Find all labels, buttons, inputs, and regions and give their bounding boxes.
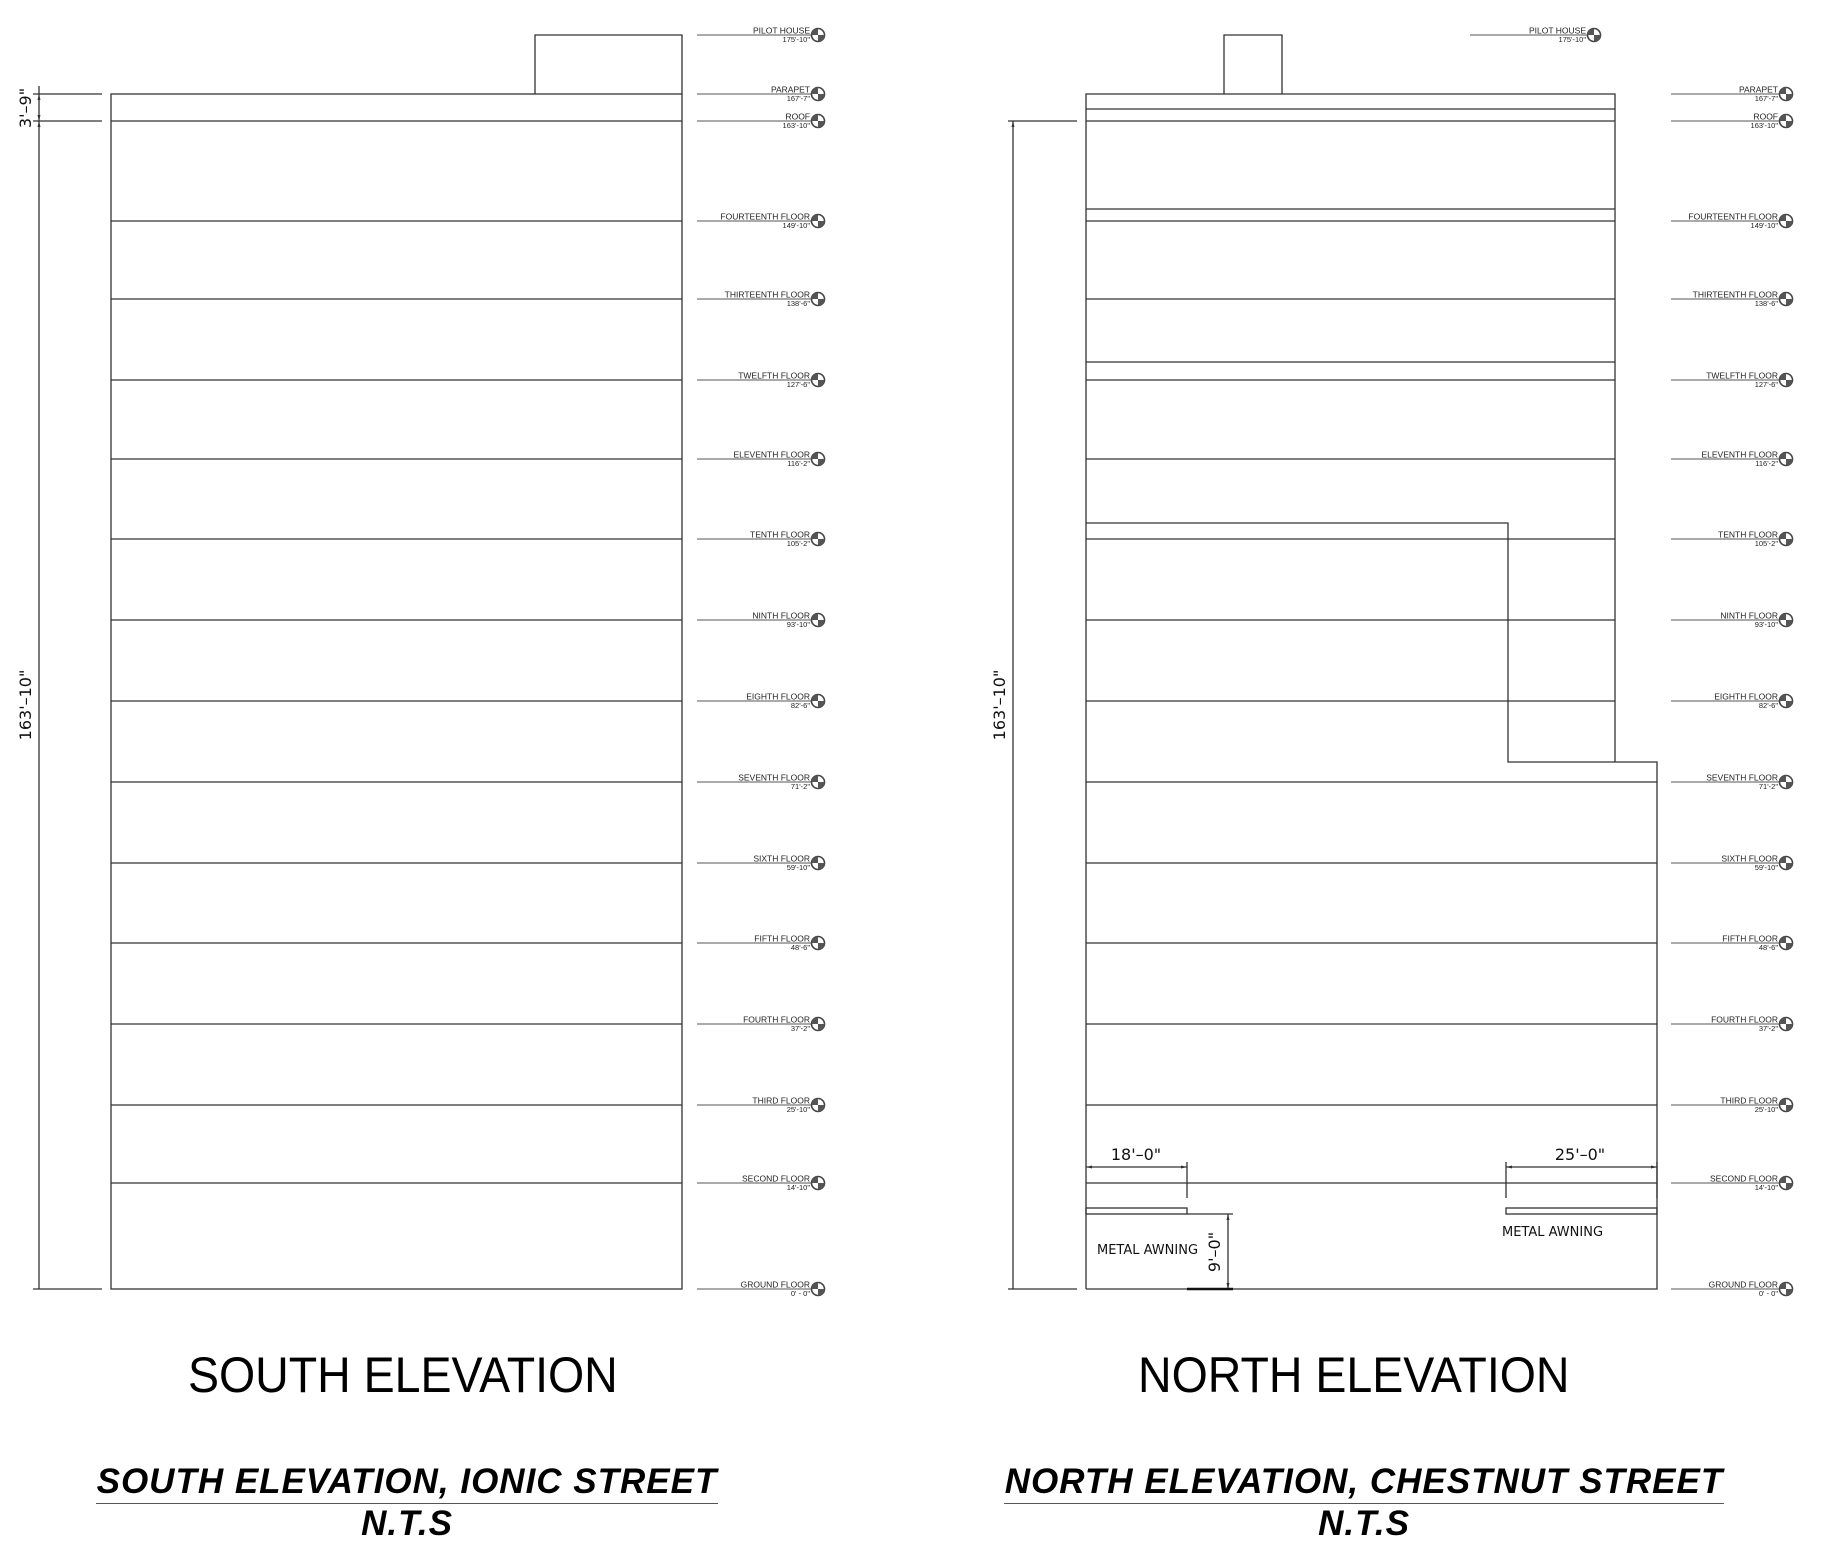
level-marker: [1671, 692, 1793, 711]
level-name: NINTH FLOOR: [752, 610, 810, 621]
level-marker: [697, 611, 825, 630]
level-elevation: 82'-6": [790, 701, 810, 710]
south-overall-dim-label: 163'–10": [16, 669, 35, 741]
level-marker: [1671, 773, 1793, 792]
level-name: SECOND FLOOR: [741, 1173, 810, 1184]
north-left-awning: [1086, 1145, 1233, 1289]
level-marker: [697, 290, 825, 309]
north-setback-outline: [1086, 523, 1615, 762]
north-scale-note: N.T.S: [1318, 1504, 1410, 1543]
south-scale-note: N.T.S: [361, 1504, 453, 1543]
level-name: THIRD FLOOR: [752, 1095, 810, 1106]
left-awning-width-label: 18'–0": [1110, 1145, 1162, 1164]
level-marker: [697, 212, 825, 231]
level-name: ELEVENTH FLOOR: [733, 449, 810, 460]
level-elevation: 71'-2": [1758, 782, 1778, 791]
level-marker: [697, 1096, 825, 1115]
level-elevation: 116'-2": [787, 459, 810, 468]
level-marker: [1671, 934, 1793, 953]
level-name: TENTH FLOOR: [1718, 529, 1778, 540]
north-right-awning: [1502, 1145, 1657, 1240]
level-marker: [697, 854, 825, 873]
level-elevation: 71'-2": [790, 782, 810, 791]
level-marker: [697, 371, 825, 390]
level-elevation: 0' - 0": [1758, 1289, 1778, 1298]
south-level-markers: [697, 26, 825, 1299]
level-name: FOURTH FLOOR: [1711, 1014, 1778, 1025]
level-elevation: 138'-6": [786, 299, 810, 308]
level-name: EIGHTH FLOOR: [1714, 691, 1778, 702]
level-name: ROOF: [1753, 111, 1778, 122]
level-marker: [1671, 1096, 1793, 1115]
level-elevation: 167'-7": [1754, 94, 1778, 103]
level-elevation: 163'-10": [1750, 121, 1778, 130]
level-marker: [1671, 1280, 1793, 1299]
level-elevation: 14'-10": [786, 1183, 810, 1192]
north-elevation-heading: NORTH ELEVATION: [1138, 1347, 1570, 1403]
level-name: THIRTEENTH FLOOR: [1692, 289, 1778, 300]
south-pilot-house: [535, 35, 682, 94]
level-elevation: 25'-10": [786, 1105, 810, 1114]
left-awning-label: METAL AWNING: [1097, 1243, 1199, 1258]
south-overall-dimension: [16, 86, 102, 1289]
level-name: FOURTEENTH FLOOR: [720, 211, 810, 222]
right-awning-label: METAL AWNING: [1502, 1225, 1604, 1240]
level-elevation: 82'-6": [1758, 701, 1778, 710]
level-elevation: 14'-10": [1754, 1183, 1778, 1192]
north-tower-outline: [1086, 94, 1657, 1289]
level-marker: [697, 112, 825, 131]
level-elevation: 163'-10": [782, 121, 810, 130]
north-elevation: [990, 26, 1793, 1299]
level-name: THIRD FLOOR: [1720, 1095, 1778, 1106]
level-elevation: 127'-6": [1754, 380, 1778, 389]
level-marker: [697, 1174, 825, 1193]
right-awning-width-label: 25'–0": [1554, 1145, 1606, 1164]
level-elevation: 175'-10": [1558, 35, 1586, 44]
level-marker: [697, 934, 825, 953]
south-elevation: [16, 26, 825, 1299]
level-name: SEVENTH FLOOR: [738, 772, 810, 783]
north-level-markers: [1470, 26, 1793, 1299]
level-elevation: 0' - 0": [790, 1289, 810, 1298]
level-marker: [1671, 290, 1793, 309]
south-elevation-caption: SOUTH ELEVATION, IONIC STREET: [96, 1462, 718, 1501]
level-marker: [697, 26, 825, 45]
level-marker: [697, 773, 825, 792]
level-elevation: 25'-10": [1754, 1105, 1778, 1114]
north-elevation-caption: NORTH ELEVATION, CHESTNUT STREET: [1004, 1462, 1724, 1501]
level-marker: [697, 1280, 825, 1299]
level-name: ELEVENTH FLOOR: [1701, 449, 1778, 460]
level-name: TENTH FLOOR: [750, 529, 810, 540]
level-elevation: 175'-10": [782, 35, 810, 44]
level-elevation: 127'-6": [786, 380, 810, 389]
level-marker: [1671, 1174, 1793, 1193]
level-marker: [1671, 112, 1793, 131]
level-elevation: 37'-2": [1758, 1024, 1778, 1033]
level-elevation: 105'-2": [1754, 539, 1778, 548]
level-name: TWELFTH FLOOR: [1706, 370, 1778, 381]
level-elevation: 48'-6": [1758, 943, 1778, 952]
level-name: SECOND FLOOR: [1709, 1173, 1778, 1184]
level-name: FOURTEENTH FLOOR: [1688, 211, 1778, 222]
north-overall-dim-label: 163'–10": [990, 669, 1009, 741]
south-floor-lines: [111, 121, 682, 1183]
level-marker: [1671, 212, 1793, 231]
level-elevation: 149'-10": [782, 221, 810, 230]
level-elevation: 48'-6": [790, 943, 810, 952]
level-elevation: 59'-10": [1754, 863, 1778, 872]
level-elevation: 138'-6": [1754, 299, 1778, 308]
level-marker: [1671, 530, 1793, 549]
level-marker: [697, 450, 825, 469]
level-elevation: 37'-2": [790, 1024, 810, 1033]
level-name: SIXTH FLOOR: [753, 853, 810, 864]
level-name: GROUND FLOOR: [1708, 1279, 1778, 1290]
level-marker: [697, 85, 825, 104]
level-name: SIXTH FLOOR: [1721, 853, 1778, 864]
level-name: TWELFTH FLOOR: [738, 370, 810, 381]
level-name: PILOT HOUSE: [753, 25, 810, 36]
level-name: THIRTEENTH FLOOR: [724, 289, 810, 300]
north-overall-dimension: [990, 121, 1077, 1289]
level-marker: [1470, 26, 1601, 45]
level-elevation: 149'-10": [1750, 221, 1778, 230]
level-name: FOURTH FLOOR: [743, 1014, 810, 1025]
level-name: NINTH FLOOR: [1720, 610, 1778, 621]
level-marker: [697, 530, 825, 549]
level-marker: [1671, 1015, 1793, 1034]
level-elevation: 167'-7": [786, 94, 810, 103]
level-elevation: 93'-10": [786, 620, 810, 629]
level-marker: [697, 1015, 825, 1034]
level-elevation: 105'-2": [786, 539, 810, 548]
north-floor-lines: [1086, 121, 1657, 1183]
level-marker: [1671, 85, 1793, 104]
level-marker: [697, 692, 825, 711]
awning-height-label: 9'–0": [1205, 1231, 1224, 1273]
south-building-outline: [111, 94, 682, 1289]
south-parapet-dim-label: 3'–9": [16, 87, 35, 129]
level-name: GROUND FLOOR: [740, 1279, 810, 1290]
level-name: FIFTH FLOOR: [1722, 933, 1778, 944]
level-marker: [1671, 611, 1793, 630]
level-name: FIFTH FLOOR: [754, 933, 810, 944]
level-elevation: 93'-10": [1754, 620, 1778, 629]
level-name: ROOF: [785, 111, 810, 122]
level-marker: [1671, 450, 1793, 469]
level-elevation: 59'-10": [786, 863, 810, 872]
level-name: PARAPET: [1738, 84, 1778, 95]
level-marker: [1671, 371, 1793, 390]
level-elevation: 116'-2": [1755, 459, 1778, 468]
level-name: SEVENTH FLOOR: [1706, 772, 1778, 783]
level-name: PARAPET: [770, 84, 810, 95]
level-name: PILOT HOUSE: [1529, 25, 1586, 36]
level-marker: [1671, 854, 1793, 873]
south-elevation-heading: SOUTH ELEVATION: [188, 1347, 618, 1403]
north-pilot-house: [1224, 35, 1282, 94]
level-name: EIGHTH FLOOR: [746, 691, 810, 702]
